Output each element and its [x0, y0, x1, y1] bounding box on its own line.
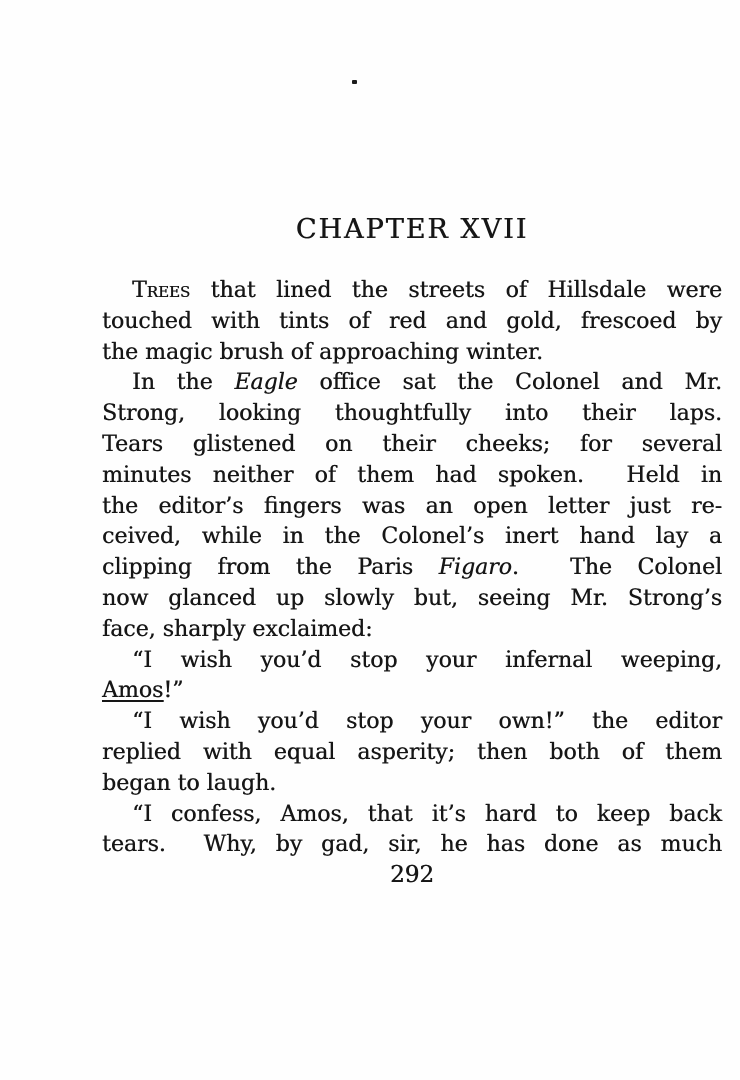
italic-text: Figaro — [438, 555, 512, 581]
text-line — [102, 430, 722, 461]
text-line — [102, 707, 722, 738]
text-line — [102, 522, 722, 553]
text-line — [102, 368, 722, 399]
text-line — [102, 769, 722, 800]
page-text — [102, 276, 722, 861]
text-line — [102, 738, 722, 769]
text-line — [102, 553, 722, 584]
text-segment: clipping from the Paris — [102, 555, 439, 581]
text-line — [102, 676, 722, 707]
text-line — [102, 830, 722, 861]
text-segment: Tears glistened on their cheeks; for several — [102, 431, 722, 457]
text-line — [102, 584, 722, 615]
text-line — [102, 276, 722, 307]
text-line — [102, 399, 722, 430]
text-segment: replied with equal asperity; then both of them — [102, 739, 722, 765]
text-segment: “I confess, Amos, that it’s hard to keep back — [132, 801, 722, 827]
text-line — [102, 338, 722, 369]
text-segment: the editor’s fingers was an open letter just re- — [102, 493, 722, 519]
text-segment: minutes neither of them had spoken. Held in — [102, 462, 722, 488]
text-segment: that lined the streets of Hillsdale were — [190, 278, 722, 303]
text-line — [102, 646, 722, 677]
text-segment: Amos — [102, 678, 164, 704]
chapter-heading: CHAPTER XVII — [295, 214, 529, 245]
text-line — [102, 800, 722, 831]
text-segment: Strong, looking thoughtfully into their laps. — [102, 401, 722, 427]
italic-text: Eagle — [234, 370, 298, 396]
text-segment: the magic brush of approaching winter. — [102, 339, 543, 365]
text-line — [102, 615, 722, 646]
text-segment: face, sharply exclaimed: — [102, 616, 373, 642]
text-line — [102, 492, 722, 523]
text-segment: tears. Why, by gad, sir, he has done as much — [102, 832, 722, 858]
text-line — [102, 307, 722, 338]
page-number: 292 — [390, 862, 434, 888]
text-segment: “I wish you’d stop your infernal weeping, — [132, 647, 722, 673]
text-segment: now glanced up slowly but, seeing Mr. Strong’s — [102, 585, 722, 611]
ink-speck-dot — [352, 80, 357, 84]
text-segment: . The Colonel — [511, 555, 723, 581]
text-segment: touched with tints of red and gold, frescoed by — [102, 308, 722, 334]
text-segment: “I wish you’d stop your own!” the editor — [132, 709, 722, 735]
text-segment: In the — [132, 370, 235, 396]
text-segment: office sat the Colonel and Mr. — [297, 370, 722, 396]
text-segment: began to laugh. — [102, 770, 277, 796]
text-segment: !” — [163, 678, 184, 704]
text-line — [102, 461, 722, 492]
smallcaps-text: Trees — [132, 278, 191, 303]
text-segment: ceived, while in the Colonel’s inert hand lay a — [102, 524, 722, 550]
